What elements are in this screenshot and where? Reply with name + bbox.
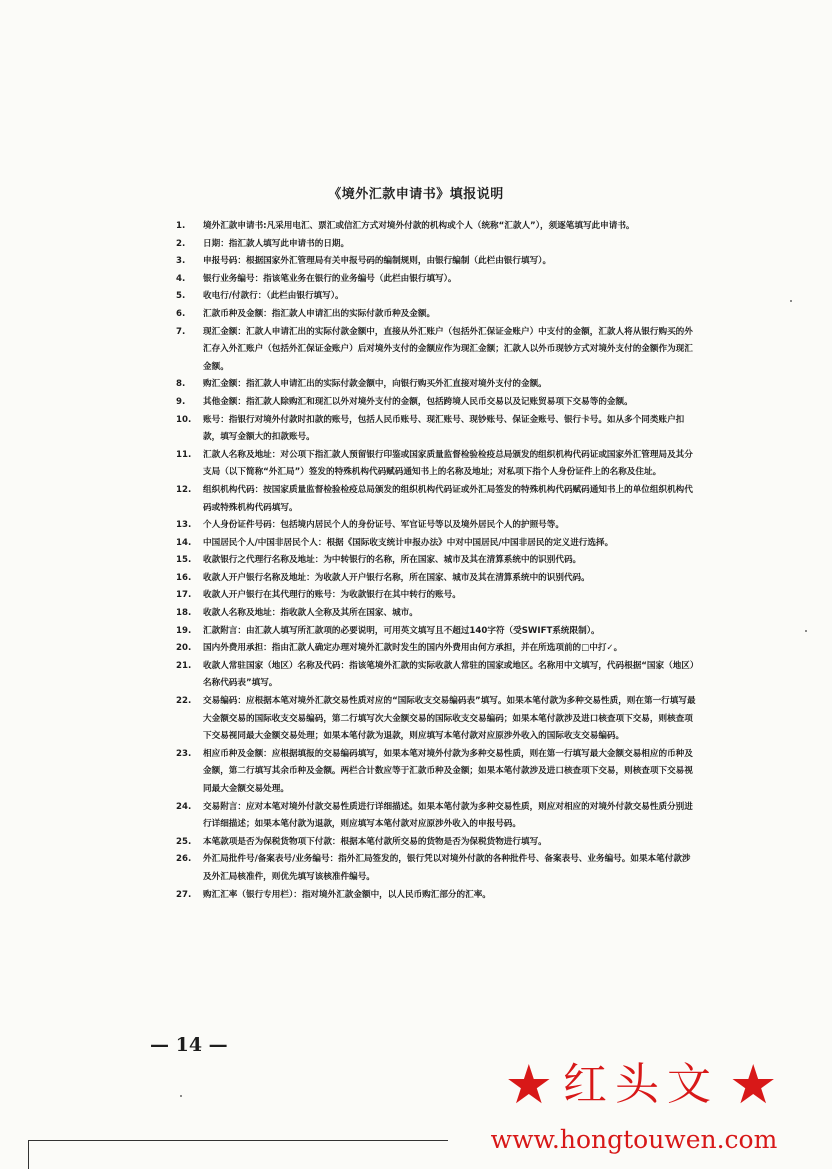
item-text: 申报号码：根据国家外汇管理局有关申报号码的编制规则，由银行编制（此栏由银行填写）。 xyxy=(203,256,552,267)
item-text: 汇款附言：由汇款人填写所汇款项的必要说明，可用英文填写且不超过140字符（受SWIFT系统限制）。 xyxy=(203,625,600,636)
instruction-item xyxy=(176,834,696,852)
instruction-item xyxy=(176,640,696,658)
watermark-brand-text: 红头文 xyxy=(563,1059,719,1110)
item-number: 8. xyxy=(176,379,186,390)
instruction-item xyxy=(176,605,696,623)
item-number: 9. xyxy=(176,396,186,407)
instruction-item xyxy=(176,394,696,412)
item-number: 19. xyxy=(176,625,192,636)
item-text: 购汇金额：指汇款人申请汇出的实际付款金额中，向银行购买外汇直接对境外支付的金额。 xyxy=(203,379,547,390)
item-text: 汇款币种及金额：指汇款人申请汇出的实际付款币种及金额。 xyxy=(203,308,436,319)
instruction-item xyxy=(176,306,696,324)
item-number: 1. xyxy=(176,221,186,231)
item-number: 27. xyxy=(176,889,192,900)
item-number: 6. xyxy=(176,308,186,319)
item-number: 23. xyxy=(176,748,192,759)
item-number: 16. xyxy=(176,572,192,583)
document-title: 《境外汇款申请书》填报说明 xyxy=(328,187,504,202)
instruction-item xyxy=(176,587,696,605)
instruction-item xyxy=(176,482,696,517)
item-number: 4. xyxy=(176,273,186,284)
item-text: 收电行/付款行：（此栏由银行填写）。 xyxy=(203,291,344,302)
instruction-item xyxy=(176,324,696,377)
item-text: 国内外费用承担：指由汇款人确定办理对境外汇款时发生的国内外费用由何方承担，并在所选项前的□中打✓。 xyxy=(203,643,623,654)
instruction-item xyxy=(176,253,696,271)
item-text: 收款人常驻国家（地区）名称及代码：指该笔境外汇款的实际收款人常驻的国家或地区。名称用中文填写，代码根据“国家（地区）名称代码表”填写。 xyxy=(203,660,695,689)
instruction-item xyxy=(176,552,696,570)
instruction-item xyxy=(176,535,696,553)
instruction-item xyxy=(176,887,696,905)
item-text: 账号：指银行对境外付款时扣款的账号，包括人民币账号、现汇账号、现钞账号、保证金账号、银行卡号。如从多个同类账户扣款，填写金额大的扣款账号。 xyxy=(203,414,685,443)
watermark-logo xyxy=(456,1052,826,1118)
instruction-item xyxy=(176,851,696,886)
item-number: 5. xyxy=(176,291,186,302)
item-number: 3. xyxy=(176,256,186,267)
item-text: 收款银行之代理行名称及地址：为中转银行的名称，所在国家、城市及其在清算系统中的识别代码。 xyxy=(203,555,582,566)
star-icon: ★ xyxy=(504,1053,553,1116)
item-text: 组织机构代码：按国家质量监督检验检疫总局颁发的组织机构代码证或外汇局签发的特殊机构代码赋码通知书上的单位组织机构代码或特殊机构代码填写。 xyxy=(203,484,693,513)
item-number: 2. xyxy=(176,238,186,249)
item-number: 26. xyxy=(176,854,192,865)
instruction-item xyxy=(176,412,696,447)
instruction-item xyxy=(176,693,696,746)
item-text: 汇款人名称及地址：对公项下指汇款人预留银行印鉴或国家质量监督检验检疫总局颁发的组织机构代码证或国家外汇管理局及其分支局（以下简称“外汇局”）签发的特殊机构代码赋码通知书上的名称及地址；对私项下指个人身份证件上的名称及住址。 xyxy=(203,449,693,478)
instruction-item xyxy=(176,218,696,236)
item-text: 外汇局批件号/备案表号/业务编号：指外汇局签发的，银行凭以对境外付款的各种批件号、备案表号、业务编号。如果本笔付款涉及外汇局核准件，则优先填写该核准件编号。 xyxy=(203,854,691,882)
watermark-url: www.hongtouwen.com xyxy=(490,1125,778,1154)
footer-divider xyxy=(28,1140,448,1141)
page-number: — 14 — xyxy=(150,1034,228,1056)
item-text: 银行业务编号：指该笔业务在银行的业务编号（此栏由银行填写）。 xyxy=(203,273,457,284)
instruction-item xyxy=(176,376,696,394)
star-icon: ★ xyxy=(729,1053,778,1116)
item-number: 17. xyxy=(176,590,192,601)
item-number: 10. xyxy=(176,414,192,425)
item-text: 收款人名称及地址：指收款人全称及其所在国家、城市。 xyxy=(203,608,418,619)
item-number: 11. xyxy=(176,449,192,460)
instruction-item xyxy=(176,236,696,254)
item-text: 日期：指汇款人填写此申请书的日期。 xyxy=(203,238,350,249)
item-number: 7. xyxy=(176,326,186,337)
instruction-item xyxy=(176,570,696,588)
item-text: 收款人开户银行名称及地址：为收款人开户银行名称，所在国家、城市及其在清算系统中的识别代码。 xyxy=(203,572,590,583)
item-number: 14. xyxy=(176,537,192,548)
instruction-item xyxy=(176,271,696,289)
item-text: 收款人开户银行在其代理行的账号：为收款银行在其中转行的账号。 xyxy=(203,590,461,601)
item-number: 22. xyxy=(176,696,192,707)
item-number: 15. xyxy=(176,555,192,566)
item-number: 18. xyxy=(176,608,192,619)
instruction-list xyxy=(176,218,696,904)
instruction-item xyxy=(176,288,696,306)
scan-speck xyxy=(805,630,807,632)
item-text: 中国居民个人/中国非居民个人：根据《国际收支统计申报办法》中对中国居民/中国非居民的定义进行选择。 xyxy=(203,537,614,548)
item-text: 个人身份证件号码：包括境内居民个人的身份证号、军官证号等以及境外居民个人的护照号等。 xyxy=(203,520,564,531)
instruction-item xyxy=(176,799,696,834)
item-text: 相应币种及金额：应根据填报的交易编码填写，如果本笔对境外付款为多种交易性质，则在第一行填写最大金额交易相应的币种及金额，第二行填写其余币种及金额。两栏合计数应等于汇款币种及金额；如果本笔付款涉及进口核查项下交易，则核查项下交易视同最大金额交易处理。 xyxy=(203,748,693,794)
item-number: 21. xyxy=(176,660,192,671)
item-text: 交易附言：应对本笔对境外付款交易性质进行详细描述。如果本笔付款为多种交易性质，则应对相应的对境外付款交易性质分别进行详细描述；如果本笔付款为退款，则应填写本笔付款对应原涉外收入的申报号码。 xyxy=(203,801,693,830)
item-text: 本笔款项是否为保税货物项下付款：根据本笔付款所交易的货物是否为保税货物进行填写。 xyxy=(203,836,547,847)
item-text: 购汇汇率（银行专用栏）：指对境外汇款金额中，以人民币购汇部分的汇率。 xyxy=(203,889,491,900)
item-text: 境外汇款申请书:凡采用电汇、票汇或信汇方式对境外付款的机构或个人（统称“汇款人”），须逐笔填写此申请书。 xyxy=(203,221,635,231)
item-number: 13. xyxy=(176,520,192,531)
scan-speck xyxy=(180,1095,182,1097)
item-text: 交易编码：应根据本笔对境外汇款交易性质对应的“国际收支交易编码表”填写。如果本笔付款为多种交易性质，则在第一行填写最大金额交易的国际收支交易编码，第二行填写次大金额交易的国际收支交易编码；如果本笔付款涉及进口核查项下交易，则核查项下交易视同最大金额交易处理；如果本笔付款为退款，则应填写本笔付款对应原涉外收入的国际收支交易编码。 xyxy=(203,696,696,742)
item-text: 现汇金额：汇款人申请汇出的实际付款金额中，直接从外汇账户（包括外汇保证金账户）中支付的金额，汇款人将从银行购买的外汇存入外汇账户（包括外汇保证金账户）后对境外支付的金额应作为现汇金额；汇款人以外币现钞方式对境外支付的金额作为现汇金额。 xyxy=(203,326,693,372)
item-number: 20. xyxy=(176,643,192,654)
instruction-item xyxy=(176,447,696,482)
item-number: 12. xyxy=(176,484,192,495)
instruction-item xyxy=(176,746,696,799)
item-number: 25. xyxy=(176,836,192,847)
item-number: 24. xyxy=(176,801,192,812)
item-text: 其他金额：指汇款人除购汇和现汇以外对境外支付的金额，包括跨境人民币交易以及记账贸易项下交易等的金额。 xyxy=(203,396,633,407)
instruction-item xyxy=(176,623,696,641)
margin-line xyxy=(28,1140,29,1169)
scan-speck xyxy=(790,300,792,302)
instruction-item xyxy=(176,517,696,535)
instruction-item xyxy=(176,658,696,693)
